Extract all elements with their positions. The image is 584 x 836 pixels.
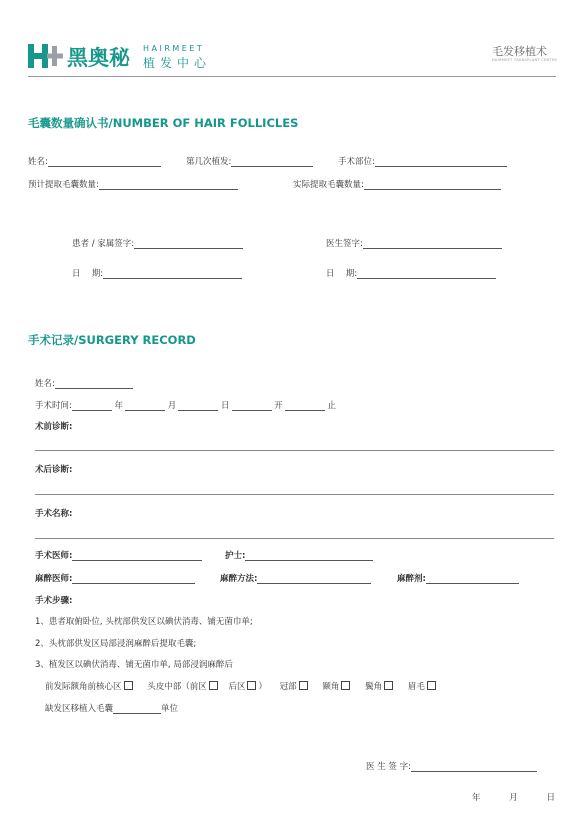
logo-subtitle: 植发中心	[143, 56, 212, 70]
step-3: 3、植发区以碘伏消毒、铺无菌巾单, 局部浸润麻醉后	[35, 660, 233, 670]
patient-sign-label: 患者 / 家属签字:	[72, 239, 135, 249]
area-back-checkbox[interactable]	[247, 681, 256, 690]
header-right-title: 毛发移植术	[492, 45, 547, 58]
area-temple-checkbox[interactable]	[341, 681, 350, 690]
stop-label: 止	[327, 401, 336, 411]
step-1: 1、患者取俯卧位, 头枕部供发区以碘伏消毒、铺无菌巾单;	[35, 617, 253, 627]
area-crown-checkbox[interactable]	[299, 681, 308, 690]
implant-suffix: 单位	[161, 704, 179, 714]
post-diagnosis-label: 术后诊断:	[35, 465, 73, 475]
final-doctor-sign-row	[366, 760, 537, 772]
date-label-2: 日 期:	[326, 269, 358, 279]
anesthesia-method-label: 麻醉方法:	[220, 574, 258, 584]
surgery-time-row	[35, 399, 336, 411]
start-label: 开	[274, 401, 283, 411]
name-label: 姓名:	[28, 157, 48, 167]
pre-diagnosis-label: 术前诊断:	[35, 422, 73, 432]
year-field[interactable]	[72, 401, 112, 411]
implant-prefix: 缺发区移植入毛囊	[45, 704, 114, 714]
implant-count-field[interactable]	[113, 704, 161, 714]
anesthetist-row	[35, 572, 195, 584]
nurse-label: 护士:	[225, 551, 246, 561]
sign-day-label: 日	[546, 793, 555, 803]
header-divider	[28, 76, 556, 77]
date-row-1	[72, 267, 242, 279]
area-back-label: 后区	[228, 682, 246, 692]
anesthesia-method-row	[220, 572, 371, 584]
surgeon-field[interactable]	[72, 551, 202, 561]
logo-text: 黑奥秘	[67, 46, 130, 70]
times-field[interactable]	[231, 157, 313, 167]
sign-month-label: 月	[509, 793, 518, 803]
date-field-2[interactable]	[357, 269, 496, 279]
logo-mark-icon	[28, 44, 64, 68]
planned-label: 预计提取毛囊数量:	[28, 180, 99, 190]
start-field[interactable]	[232, 401, 272, 411]
actual-label: 实际提取毛囊数量:	[293, 180, 364, 190]
area-frontal-label: 前发际额角前核心区	[45, 682, 122, 692]
area-mid-front-checkbox[interactable]	[209, 681, 218, 690]
doctor-sign-row	[326, 237, 502, 249]
doctor-sign-field[interactable]	[363, 239, 502, 249]
final-doctor-sign-field[interactable]	[411, 762, 537, 772]
day-field[interactable]	[178, 401, 218, 411]
header-right-subtitle: HAIRMEET TRANSPLANT CENTER	[492, 58, 558, 62]
times-label: 第几次植发:	[186, 157, 232, 167]
actual-field[interactable]	[364, 180, 501, 190]
area-brow-label: 眉毛	[407, 682, 425, 692]
post-diagnosis-line[interactable]	[35, 494, 554, 495]
sign-year-label: 年	[472, 793, 481, 803]
year-label: 年	[114, 401, 124, 411]
area-frontal-checkbox[interactable]	[124, 681, 133, 690]
stop-field[interactable]	[285, 401, 325, 411]
step-2: 2、头枕部供发区局部浸润麻醉后提取毛囊;	[35, 639, 197, 649]
anesthetic-row	[397, 572, 519, 584]
anesthetic-label: 麻醉剂:	[397, 574, 426, 584]
planned-field-row	[28, 178, 238, 190]
patient-sign-row	[72, 237, 243, 249]
surgeon-row	[35, 549, 202, 561]
nurse-row	[225, 549, 373, 561]
site-field[interactable]	[375, 157, 507, 167]
date-row-2	[326, 267, 496, 279]
doctor-sign-label: 医生签字:	[326, 239, 363, 249]
patient-sign-field[interactable]	[134, 239, 243, 249]
date-field-1[interactable]	[103, 269, 242, 279]
site-label: 手术部位:	[338, 157, 375, 167]
area-back-close: ）	[258, 682, 267, 692]
surgery-time-label: 手术时间:	[35, 401, 72, 411]
follicles-title: 毛囊数量确认书/NUMBER OF HAIR FOLLICLES	[28, 116, 299, 130]
steps-label: 手术步骤:	[35, 596, 73, 606]
area-crown-label: 冠部	[279, 682, 297, 692]
pre-diagnosis-line[interactable]	[35, 450, 554, 451]
final-doctor-sign-label: 医 生 签 字:	[366, 762, 411, 772]
planned-field[interactable]	[99, 180, 238, 190]
month-label: 月	[167, 401, 177, 411]
area-temple-label: 颞角	[322, 682, 340, 692]
anesthesia-method-field[interactable]	[257, 574, 371, 584]
area-brow-checkbox[interactable]	[427, 681, 436, 690]
area-sideburn-label: 鬓角	[365, 682, 383, 692]
surgery-name-row	[35, 377, 133, 389]
site-field-row	[338, 155, 507, 167]
name-field[interactable]	[48, 157, 161, 167]
nurse-field[interactable]	[245, 551, 373, 561]
surgeon-label: 手术医师:	[35, 551, 73, 561]
operation-name-label: 手术名称:	[35, 509, 73, 519]
implant-row	[45, 702, 178, 714]
area-sideburn-checkbox[interactable]	[384, 681, 393, 690]
anesthetist-field[interactable]	[72, 574, 195, 584]
month-field[interactable]	[125, 401, 165, 411]
name-field-row	[28, 155, 161, 167]
surgery-title: 手术记录/SURGERY RECORD	[28, 333, 196, 347]
area-checkbox-row	[45, 680, 438, 692]
operation-name-line[interactable]	[35, 538, 554, 539]
actual-field-row	[293, 178, 501, 190]
day-label: 日	[221, 401, 230, 411]
surgery-name-field[interactable]	[55, 379, 133, 389]
times-field-row	[186, 155, 313, 167]
anesthetist-label: 麻醉医师:	[35, 574, 73, 584]
sign-date-row	[472, 791, 555, 803]
area-mid-label: 头皮中部（前区	[147, 682, 207, 692]
date-label-1: 日 期:	[72, 269, 104, 279]
anesthetic-field[interactable]	[426, 574, 519, 584]
logo-english: HAIRMEET	[143, 44, 205, 53]
surgery-name-label: 姓名:	[35, 379, 55, 389]
